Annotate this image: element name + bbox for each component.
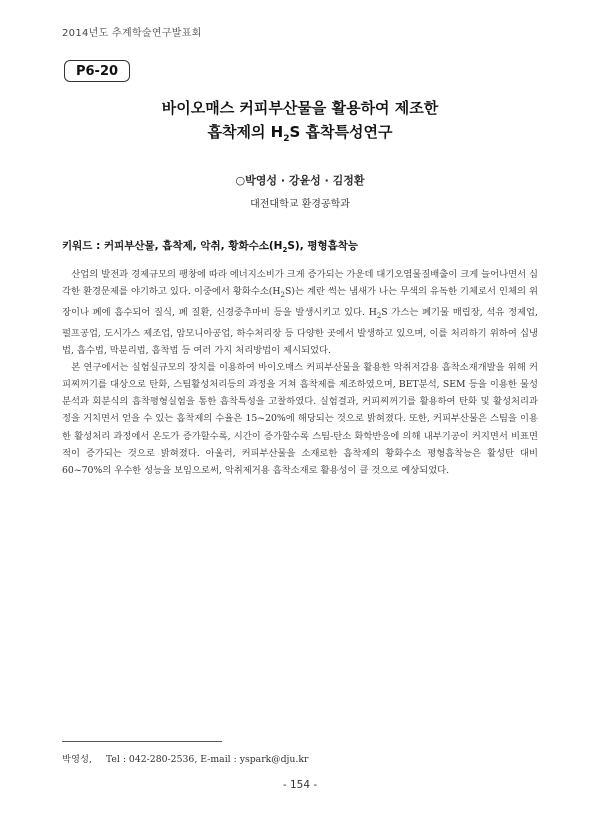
title-prefix: 흡착제의 H bbox=[207, 123, 284, 141]
keywords bbox=[62, 238, 542, 254]
page-number: - 154 - bbox=[282, 779, 318, 791]
footnote-divider bbox=[62, 741, 222, 742]
paper-code: P6-20 bbox=[75, 63, 119, 79]
author-names: 박영성 · 강윤성 · 김정환 bbox=[245, 174, 365, 187]
keywords-post: S), 평형흡착능 bbox=[287, 240, 359, 252]
abstract-paragraph-1 bbox=[62, 266, 538, 359]
abstract-paragraph-2: 본 연구에서는 실험실규모의 장치를 이용하여 바이오매스 커피부산물을 활용한 악취저감용 흡착소재개발을 위해 커피찌꺼기를 대상으로 탄화, 스팀활성처리등의 과정을 거쳐 흡착제를 제조하였으며, BET분석, SEM 등을 이용한 물성분석과 회분식의 흡착평형실험을 통한 흡착특성을 고찰하였다. 실험결과, 커피찌꺼기를 활용하여 탄화 및 활성처리과정을 거치면서 얻을 수 있는 흡착제의 수율은 15~20%에 해당되는 것으로 밝혀졌다. 또한, 커피부산물은 스팀을 이용한 활성처리 과정에서 온도가 증가할수록, 시간이 증가할수록 스팀-탄소 화학반응에 의해 내부기공이 커지면서 비표면적이 증가되는 것으로 밝혀졌다. 아울러, 커피부산물을 소재로한 흡착제의 황화수소 평형흡착능은 활성탄 대비 60~70%의 우수한 성능을 보임으로써, 악취제거용 흡착소재로 활용성이 클 것으로 예상되었다. bbox=[62, 362, 538, 476]
p1-part-b: S)는 계란 썩는 냄새가 나는 무색의 유독한 기체로서 인체의 위장이나 폐에 흡수되어 질식, 폐 질환, 신경중추마비 등을 발생시키고 있다. H bbox=[62, 286, 538, 319]
paper-title-line1: 바이오매스 커피부산물을 활용하여 제조한 bbox=[161, 99, 439, 117]
keywords-label: 키워드 : bbox=[62, 240, 101, 252]
footnote bbox=[62, 751, 308, 765]
keywords-subscript: 2 bbox=[282, 246, 288, 255]
footnote-contact: Tel : 042-280-2536, E-mail : yspark@dju.kr bbox=[105, 754, 309, 765]
presenter-marker: ○ bbox=[235, 174, 246, 187]
affiliation: 대전대학교 환경공학과 bbox=[250, 199, 350, 210]
title-suffix: S 흡착특성연구 bbox=[289, 123, 393, 141]
paper-code-badge bbox=[64, 60, 130, 82]
p1-subscript-2: 2 bbox=[376, 311, 382, 320]
footnote-author: 박영성, bbox=[62, 754, 92, 765]
p1-part-c: S 가스는 폐기물 매립장, 석유 정제업, 펄프공업, 도시가스 제조업, 암모니아공업, 하수처리장 등 다양한 곳에서 발생하고 있으며, 이를 처리하기 위하여 십냉법, 흡수법, 막분리법, 흡착법 등 여러 가지 처리방법이 제시되었다. bbox=[62, 307, 538, 357]
running-head: 2014년도 추계학술연구발표회 bbox=[62, 28, 202, 39]
p1-part-a: 산업의 발전과 경제규모의 팽창에 따라 에너지소비가 크게 증가되는 가운데 대기오염물질배출이 크게 늘어나면서 심각한 환경문제를 야기하고 있다. 이중에서 황화수소(H bbox=[62, 269, 538, 298]
abstract-body bbox=[62, 266, 538, 479]
author-list bbox=[60, 172, 540, 188]
paper-title-line2 bbox=[60, 121, 540, 144]
title-subscript: 2 bbox=[283, 134, 290, 144]
p1-subscript-1: 2 bbox=[280, 290, 286, 299]
keywords-pre: 커피부산물, 흡착제, 악취, 황화수소(H bbox=[100, 240, 283, 252]
